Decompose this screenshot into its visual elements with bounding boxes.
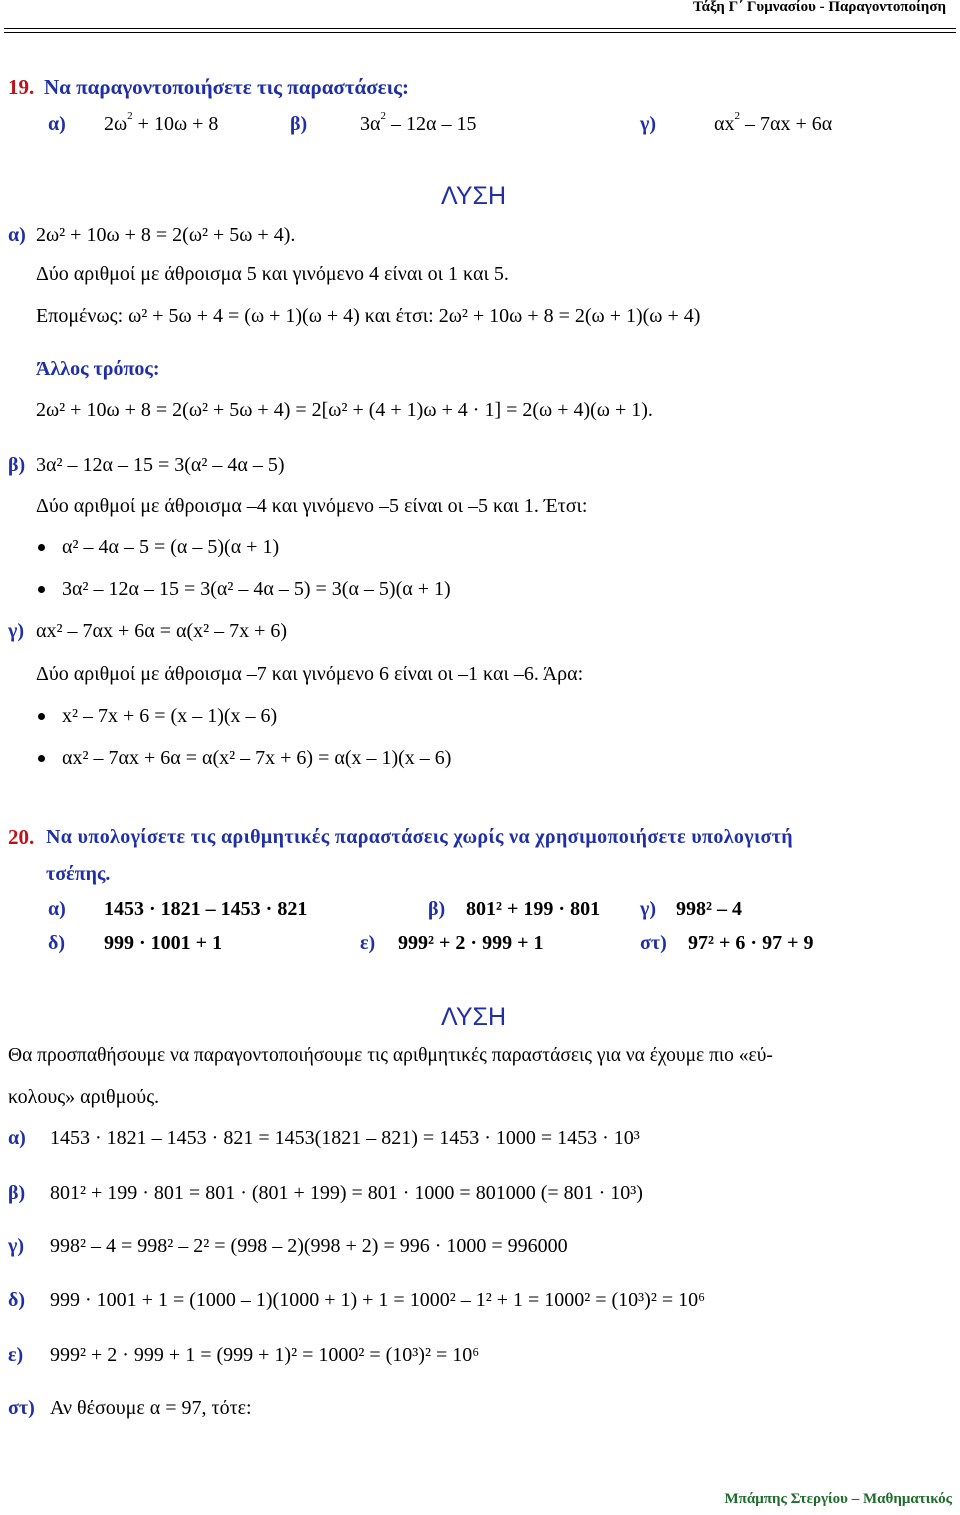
ex20-sol-e-label: ε)	[8, 1344, 24, 1366]
ex19-solution-heading: ΛΥΣΗ	[441, 182, 507, 210]
ex19-sol-b-line2: Δύο αριθμοί με άθροισμα –4 και γινόμενο –5 είναι οι –5 και 1. Έτσι:	[36, 495, 588, 517]
header-rule	[4, 28, 956, 33]
ex20-sol-d-label: δ)	[8, 1289, 26, 1311]
alternative-method-title: Άλλος τρόπος:	[36, 358, 160, 380]
ex20-sol-f-label: στ)	[8, 1397, 35, 1419]
ex19-sol-b-label: β)	[8, 454, 26, 476]
ex20-d-label: δ)	[48, 932, 66, 954]
ex20-c-expression: 998² – 4	[676, 898, 742, 920]
ex20-sol-b-label: β)	[8, 1182, 26, 1204]
ex19-sol-a-line1: 2ω² + 10ω + 8 = 2(ω² + 5ω + 4).	[36, 224, 296, 246]
bullet-icon	[38, 755, 45, 762]
ex20-b-label: β)	[428, 898, 446, 920]
exercise-19-title: Να παραγοντοποιήσετε τις παραστάσεις:	[44, 75, 410, 99]
ex19-c-expression: $\alpha x^2 - 7\alpha x + 6\alpha$	[714, 110, 833, 135]
ex20-sol-a: 1453 · 1821 – 1453 · 821 = 1453(1821 – 821) = 1453 · 1000 = 1453 · 10³	[50, 1127, 640, 1149]
ex20-sol-f: Αν θέσουμε α = 97, τότε:	[50, 1397, 252, 1419]
ex19-sol-c-label: γ)	[8, 620, 25, 642]
ex19-sol-a-label: α)	[8, 224, 26, 246]
bullet-icon	[38, 713, 45, 720]
ex20-e-expression: 999² + 2 · 999 + 1	[398, 932, 544, 954]
alternative-method-line: 2ω² + 10ω + 8 = 2(ω² + 5ω + 4) = 2[ω² + (4 + 1)ω + 4 · 1] = 2(ω + 4)(ω + 1).	[36, 399, 653, 421]
bullet-icon	[38, 586, 45, 593]
ex19-a-expression: $2\omega^2 + 10\omega + 8$	[104, 110, 219, 135]
ex20-intro-line2: κολους» αριθμούς.	[8, 1086, 160, 1108]
ex20-sol-c-label: γ)	[8, 1235, 25, 1257]
ex20-a-expression: 1453 · 1821 – 1453 · 821	[104, 898, 308, 920]
ex19-a-label: α)	[48, 113, 66, 135]
ex19-b-label: β)	[290, 113, 308, 135]
ex20-c-label: γ)	[640, 898, 657, 920]
ex19-sol-b-bullet1: α² – 4α – 5 = (α – 5)(α + 1)	[62, 536, 280, 558]
page-header: Τάξη Γ΄ Γυμνασίου - Παραγοντοποίηση	[692, 0, 946, 15]
ex20-d-expression: 999 · 1001 + 1	[104, 932, 223, 954]
exercise-19-number: 19.	[8, 75, 35, 99]
ex20-a-label: α)	[48, 898, 66, 920]
bullet-icon	[38, 544, 45, 551]
ex19-sol-c-line1: αx² – 7αx + 6α = α(x² – 7x + 6)	[36, 620, 288, 642]
ex20-solution-heading: ΛΥΣΗ	[441, 1003, 507, 1031]
ex20-sol-a-label: α)	[8, 1127, 26, 1149]
ex19-sol-c-line2: Δύο αριθμοί με άθροισμα –7 και γινόμενο 6 είναι οι –1 και –6. Άρα:	[36, 663, 584, 685]
ex19-sol-c-bullet2: αx² – 7αx + 6α = α(x² – 7x + 6) = α(x – 1)(x – 6)	[62, 747, 452, 769]
page-footer: Μπάμπης Στεργίου – Μαθηματικός	[724, 1491, 952, 1507]
ex20-sol-b: 801² + 199 · 801 = 801 · (801 + 199) = 801 · 1000 = 801000 (= 801 · 10³)	[50, 1182, 643, 1204]
exercise-20-title-line1: Να υπολογίσετε τις αριθμητικές παραστάσεις χωρίς να χρησιμοποιήσετε υπολογιστή	[46, 826, 793, 848]
exercise-20-title-line2: τσέπης.	[46, 863, 111, 885]
ex19-sol-b-line1: 3α² – 12α – 15 = 3(α² – 4α – 5)	[36, 454, 285, 476]
ex19-c-label: γ)	[640, 113, 657, 135]
ex20-e-label: ε)	[360, 932, 376, 954]
ex20-f-expression: 97² + 6 · 97 + 9	[688, 932, 814, 954]
ex20-sol-e: 999² + 2 · 999 + 1 = (999 + 1)² = 1000² = (10³)² = 10⁶	[50, 1344, 480, 1366]
ex19-sol-a-line3: Επομένως: ω² + 5ω + 4 = (ω + 1)(ω + 4) και έτσι: 2ω² + 10ω + 8 = 2(ω + 1)(ω + 4)	[36, 305, 701, 327]
ex19-sol-c-bullet1: x² – 7x + 6 = (x – 1)(x – 6)	[62, 705, 278, 727]
ex20-f-label: στ)	[640, 932, 667, 954]
ex19-b-expression: $3\alpha^2 - 12\alpha - 15$	[360, 110, 477, 135]
ex20-sol-c: 998² – 4 = 998² – 2² = (998 – 2)(998 + 2) = 996 · 1000 = 996000	[50, 1235, 568, 1257]
ex19-sol-b-bullet2: 3α² – 12α – 15 = 3(α² – 4α – 5) = 3(α – 5)(α + 1)	[62, 578, 451, 600]
ex20-intro-line1: Θα προσπαθήσουμε να παραγοντοποιήσουμε τις αριθμητικές παραστάσεις για να έχουμε πιο «εύ-	[8, 1045, 773, 1066]
ex20-b-expression: 801² + 199 · 801	[466, 898, 601, 920]
ex19-sol-a-line2: Δύο αριθμοί με άθροισμα 5 και γινόμενο 4 είναι οι 1 και 5.	[36, 263, 509, 285]
ex20-sol-d: 999 · 1001 + 1 = (1000 – 1)(1000 + 1) + 1 = 1000² – 1² + 1 = 1000² = (10³)² = 10⁶	[50, 1289, 706, 1311]
exercise-20-number: 20.	[8, 825, 35, 849]
